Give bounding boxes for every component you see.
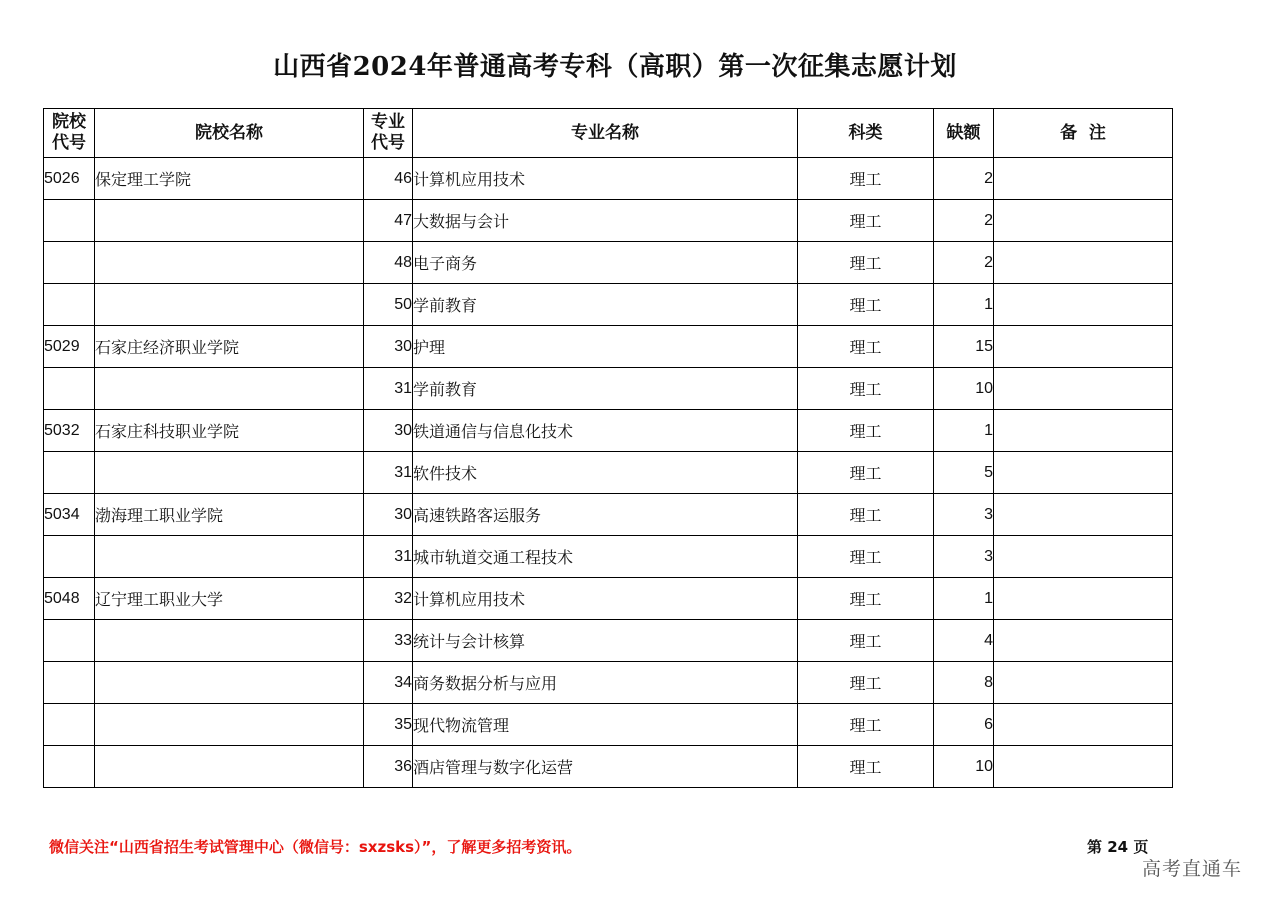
cell-category: 理工 <box>798 284 934 326</box>
cell-school-code: 5026 <box>44 158 95 200</box>
cell-category: 理工 <box>798 620 934 662</box>
cell-school-name <box>95 620 364 662</box>
cell-vacancies: 6 <box>934 704 994 746</box>
table-row <box>44 410 1173 452</box>
cell-vacancies: 8 <box>934 662 994 704</box>
cell-school-code <box>44 662 95 704</box>
cell-school-name <box>95 536 364 578</box>
header-category: 科类 <box>798 109 934 158</box>
cell-major-name: 酒店管理与数字化运营 <box>413 746 798 788</box>
cell-major-name: 高速铁路客运服务 <box>413 494 798 536</box>
cell-remarks <box>994 242 1173 284</box>
cell-category: 理工 <box>798 704 934 746</box>
page-number: 第 24 页 <box>1087 838 1149 856</box>
cell-major-name: 统计与会计核算 <box>413 620 798 662</box>
cell-school-name <box>95 704 364 746</box>
table-row <box>44 326 1173 368</box>
cell-school-name: 渤海理工职业学院 <box>95 494 364 536</box>
cell-vacancies: 15 <box>934 326 994 368</box>
table-row <box>44 662 1173 704</box>
cell-major-code: 30 <box>364 410 413 452</box>
cell-school-code <box>44 746 95 788</box>
table-row <box>44 284 1173 326</box>
cell-school-code <box>44 452 95 494</box>
cell-major-code: 33 <box>364 620 413 662</box>
cell-school-code: 5048 <box>44 578 95 620</box>
cell-vacancies: 2 <box>934 158 994 200</box>
cell-school-name <box>95 746 364 788</box>
cell-remarks <box>994 494 1173 536</box>
cell-school-name <box>95 368 364 410</box>
cell-category: 理工 <box>798 410 934 452</box>
cell-vacancies: 1 <box>934 410 994 452</box>
cell-category: 理工 <box>798 368 934 410</box>
cell-school-code <box>44 536 95 578</box>
table-row <box>44 242 1173 284</box>
cell-school-name <box>95 452 364 494</box>
table-row <box>44 158 1173 200</box>
cell-school-name: 石家庄经济职业学院 <box>95 326 364 368</box>
cell-vacancies: 1 <box>934 578 994 620</box>
cell-vacancies: 10 <box>934 368 994 410</box>
cell-school-name: 保定理工学院 <box>95 158 364 200</box>
table-row <box>44 368 1173 410</box>
cell-school-code: 5034 <box>44 494 95 536</box>
cell-major-code: 34 <box>364 662 413 704</box>
cell-vacancies: 4 <box>934 620 994 662</box>
cell-remarks <box>994 578 1173 620</box>
cell-category: 理工 <box>798 158 934 200</box>
cell-category: 理工 <box>798 242 934 284</box>
cell-major-code: 48 <box>364 242 413 284</box>
cell-major-name: 护理 <box>413 326 798 368</box>
cell-vacancies: 2 <box>934 242 994 284</box>
cell-major-code: 31 <box>364 368 413 410</box>
cell-remarks <box>994 662 1173 704</box>
header-school-code: 院校代号 <box>44 109 95 158</box>
cell-remarks <box>994 536 1173 578</box>
cell-remarks <box>994 326 1173 368</box>
cell-school-code <box>44 620 95 662</box>
cell-school-name <box>95 284 364 326</box>
cell-school-name: 石家庄科技职业学院 <box>95 410 364 452</box>
cell-category: 理工 <box>798 494 934 536</box>
cell-vacancies: 10 <box>934 746 994 788</box>
cell-category: 理工 <box>798 578 934 620</box>
cell-category: 理工 <box>798 326 934 368</box>
cell-major-name: 学前教育 <box>413 368 798 410</box>
cell-major-name: 学前教育 <box>413 284 798 326</box>
cell-school-name <box>95 200 364 242</box>
cell-school-code <box>44 284 95 326</box>
cell-major-code: 36 <box>364 746 413 788</box>
cell-remarks <box>994 158 1173 200</box>
cell-major-code: 46 <box>364 158 413 200</box>
cell-remarks <box>994 284 1173 326</box>
cell-major-name: 计算机应用技术 <box>413 158 798 200</box>
cell-vacancies: 3 <box>934 536 994 578</box>
table-header-row <box>44 109 1173 158</box>
cell-major-name: 商务数据分析与应用 <box>413 662 798 704</box>
cell-school-name: 辽宁理工职业大学 <box>95 578 364 620</box>
cell-major-code: 31 <box>364 536 413 578</box>
cell-category: 理工 <box>798 746 934 788</box>
cell-major-code: 30 <box>364 326 413 368</box>
table-row <box>44 704 1173 746</box>
cell-school-name <box>95 242 364 284</box>
cell-major-code: 35 <box>364 704 413 746</box>
cell-school-code <box>44 704 95 746</box>
watermark-text: 高考直通车 <box>1142 858 1243 880</box>
cell-major-name: 软件技术 <box>413 452 798 494</box>
table-row <box>44 200 1173 242</box>
cell-remarks <box>994 746 1173 788</box>
cell-category: 理工 <box>798 452 934 494</box>
cell-vacancies: 5 <box>934 452 994 494</box>
cell-remarks <box>994 410 1173 452</box>
cell-vacancies: 1 <box>934 284 994 326</box>
header-major-name: 专业名称 <box>413 109 798 158</box>
table-row <box>44 536 1173 578</box>
table-row <box>44 452 1173 494</box>
table-row <box>44 578 1173 620</box>
cell-major-code: 50 <box>364 284 413 326</box>
cell-category: 理工 <box>798 662 934 704</box>
table-row <box>44 746 1173 788</box>
cell-major-name: 计算机应用技术 <box>413 578 798 620</box>
cell-major-name: 铁道通信与信息化技术 <box>413 410 798 452</box>
cell-major-code: 32 <box>364 578 413 620</box>
table-body <box>44 158 1173 788</box>
cell-school-code <box>44 368 95 410</box>
cell-school-code <box>44 200 95 242</box>
header-major-code: 专业代号 <box>364 109 413 158</box>
cell-major-name: 电子商务 <box>413 242 798 284</box>
cell-major-code: 30 <box>364 494 413 536</box>
cell-school-code: 5029 <box>44 326 95 368</box>
header-remarks: 备 注 <box>994 109 1173 158</box>
cell-remarks <box>994 200 1173 242</box>
cell-vacancies: 3 <box>934 494 994 536</box>
enrollment-plan-table <box>43 108 1173 788</box>
header-vacancies: 缺额 <box>934 109 994 158</box>
cell-school-code <box>44 242 95 284</box>
cell-major-code: 31 <box>364 452 413 494</box>
footer-wechat-note: 微信关注“山西省招生考试管理中心（微信号：sxzsks）”，了解更多招考资讯。 <box>49 838 582 856</box>
table-row <box>44 494 1173 536</box>
header-school-name: 院校名称 <box>95 109 364 158</box>
cell-major-name: 现代物流管理 <box>413 704 798 746</box>
cell-remarks <box>994 452 1173 494</box>
cell-major-name: 大数据与会计 <box>413 200 798 242</box>
cell-school-code: 5032 <box>44 410 95 452</box>
table-row <box>44 620 1173 662</box>
cell-remarks <box>994 368 1173 410</box>
cell-remarks <box>994 704 1173 746</box>
document-title: 山西省2024年普通高考专科（高职）第一次征集志愿计划 <box>273 52 957 82</box>
cell-remarks <box>994 620 1173 662</box>
cell-school-name <box>95 662 364 704</box>
cell-category: 理工 <box>798 536 934 578</box>
cell-category: 理工 <box>798 200 934 242</box>
cell-major-name: 城市轨道交通工程技术 <box>413 536 798 578</box>
cell-major-code: 47 <box>364 200 413 242</box>
cell-vacancies: 2 <box>934 200 994 242</box>
